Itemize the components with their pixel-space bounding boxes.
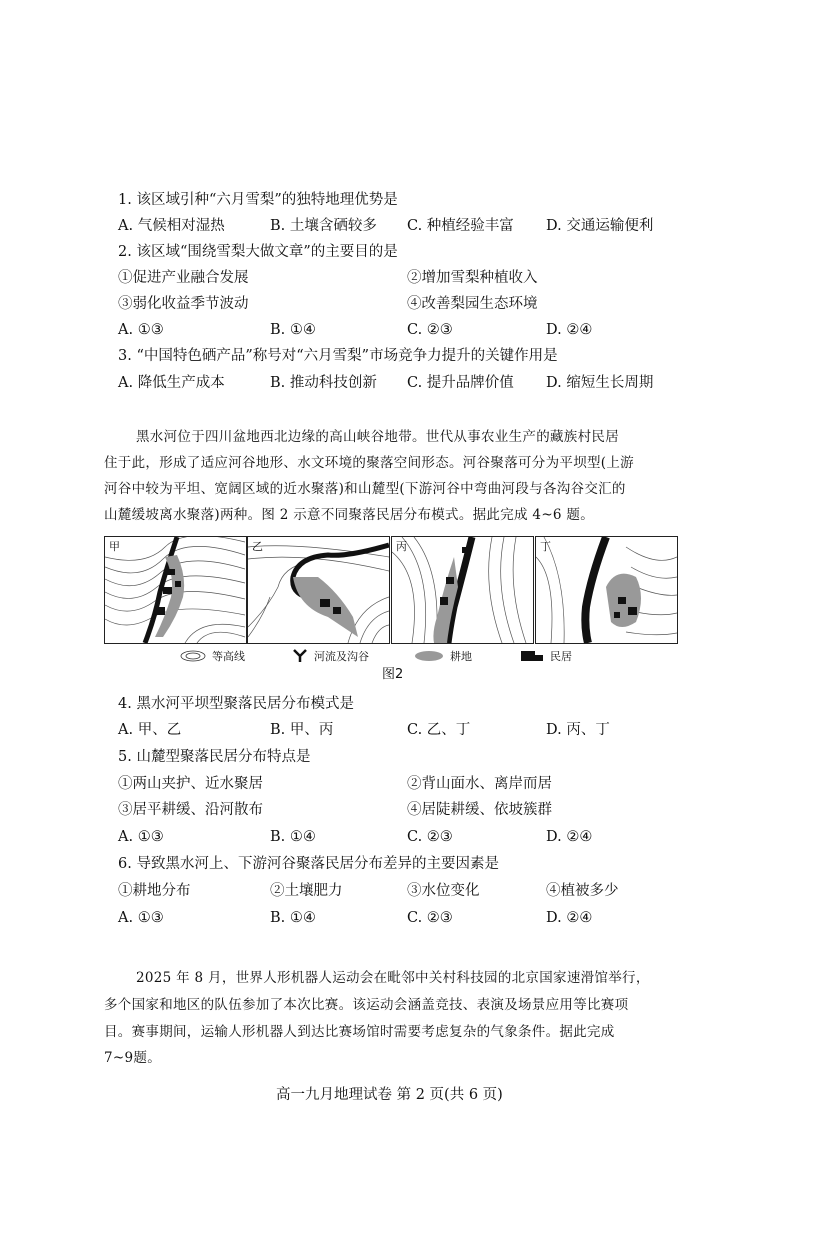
legend-farmland	[414, 648, 472, 664]
q5-stem: 5. 山麓型聚落民居分布特点是	[118, 749, 311, 765]
q1-stem: 1. 该区域引种“六月雪梨”的独特地理优势是	[118, 192, 398, 208]
q3-option-a: A. 降低生产成本	[118, 375, 225, 391]
panel-label-yi: 乙	[252, 540, 263, 553]
legend-contour	[180, 648, 245, 664]
panel-ding	[535, 536, 678, 644]
panel-jia	[104, 536, 247, 644]
figure-caption: 图2	[382, 667, 404, 682]
q5-item-1: ①两山夹护、近水聚居	[118, 776, 263, 792]
q4-option-d: D. 丙、丁	[546, 722, 610, 738]
q3-stem: 3. “中国特色硒产品”称号对“六月雪梨”市场竞争力提升的关键作用是	[118, 348, 558, 364]
q2-option-a: A. ①③	[118, 322, 164, 338]
river-icon	[292, 649, 308, 663]
q6-option-d: D. ②④	[546, 910, 593, 926]
q5-item-4: ④居陡耕缓、依坡簇群	[407, 802, 552, 818]
q5-option-a: A. ①③	[118, 829, 164, 845]
q1-option-a: A. 气候相对湿热	[118, 218, 225, 234]
q1-option-b: B. 土壤含硒较多	[270, 218, 377, 234]
q2-stem: 2. 该区域“围绕雪梨大做文章”的主要目的是	[118, 244, 398, 260]
q5-option-d: D. ②④	[546, 829, 593, 845]
page-footer: 高一九月地理试卷 第 2 页(共 6 页)	[276, 1087, 503, 1103]
panel-label-jia: 甲	[109, 540, 120, 553]
panel-bing	[391, 536, 534, 644]
passage2-line-3: 目。赛事期间，运输人形机器人到达比赛场馆时需要考虑复杂的气象条件。据此完成	[104, 1024, 615, 1040]
farmland-icon	[414, 650, 444, 662]
contour-icon	[180, 650, 206, 662]
figure-2	[104, 536, 676, 644]
q5-item-2: ②背山面水、离岸而居	[407, 776, 552, 792]
legend-river	[292, 648, 369, 664]
legend-contour-label: 等高线	[212, 650, 245, 663]
passage1-line-4: 山麓缓坡离水聚落)两种。图 2 示意不同聚落民居分布模式。据此完成 4~6 题。	[104, 507, 595, 523]
q4-option-a: A. 甲、乙	[118, 722, 182, 738]
passage1-line-2: 住于此，形成了适应河谷地形、水文环境的聚落空间形态。河谷聚落可分为平坝型(上游	[104, 455, 634, 471]
q6-item-4: ④植被多少	[546, 883, 619, 899]
passage2-line-2: 多个国家和地区的队伍参加了本次比赛。该运动会涵盖竞技、表演及场景应用等比赛项	[104, 997, 629, 1013]
dwelling-icon	[520, 650, 544, 662]
q2-item-3: ③弱化收益季节波动	[118, 296, 249, 312]
passage1-line-1: 黑水河位于四川盆地西北边缘的高山峡谷地带。世代从事农业生产的藏族村民居	[136, 429, 619, 445]
q3-option-b: B. 推动科技创新	[270, 375, 377, 391]
passage1-line-3: 河谷中较为平坦、宽阔区域的近水聚落)和山麓型(下游河谷中弯曲河段与各沟谷交汇的	[104, 481, 626, 497]
q2-item-1: ①促进产业融合发展	[118, 270, 249, 286]
q6-option-a: A. ①③	[118, 910, 164, 926]
panel-ding-map	[536, 537, 677, 643]
q6-option-c: C. ②③	[407, 910, 453, 926]
panel-bing-map	[392, 537, 533, 643]
q3-option-c: C. 提升品牌价值	[407, 375, 514, 391]
panel-label-ding: 丁	[540, 540, 551, 553]
q6-item-3: ③水位变化	[407, 883, 480, 899]
q5-item-3: ③居平耕缓、沿河散布	[118, 802, 263, 818]
panel-jia-map	[105, 537, 246, 643]
q2-item-2: ②增加雪梨种植收入	[407, 270, 538, 286]
q4-option-c: C. 乙、丁	[407, 722, 471, 738]
q2-option-c: C. ②③	[407, 322, 453, 338]
figure-legend	[180, 646, 650, 668]
q6-option-b: B. ①④	[270, 910, 316, 926]
panel-yi-map	[248, 537, 389, 643]
q6-stem: 6. 导致黑水河上、下游河谷聚落民居分布差异的主要因素是	[118, 856, 499, 872]
q6-item-2: ②土壤肥力	[270, 883, 343, 899]
q5-option-b: B. ①④	[270, 829, 316, 845]
q2-option-b: B. ①④	[270, 322, 316, 338]
legend-dwelling-label: 民居	[550, 650, 572, 663]
panel-label-bing: 丙	[396, 540, 407, 553]
q1-option-c: C. 种植经验丰富	[407, 218, 514, 234]
passage2-line-1: 2025 年 8 月，世界人形机器人运动会在毗邻中关村科技园的北京国家速滑馆举行，	[136, 970, 650, 986]
panel-yi	[247, 536, 390, 644]
q4-option-b: B. 甲、丙	[270, 722, 334, 738]
q2-item-4: ④改善梨园生态环境	[407, 296, 538, 312]
q2-option-d: D. ②④	[546, 322, 593, 338]
legend-farmland-label: 耕地	[450, 650, 472, 663]
q6-item-1: ①耕地分布	[118, 883, 191, 899]
legend-dwelling	[520, 648, 572, 664]
q3-option-d: D. 缩短生长周期	[546, 375, 654, 391]
q4-stem: 4. 黑水河平坝型聚落民居分布模式是	[118, 696, 354, 712]
passage2-line-4: 7~9题。	[104, 1050, 161, 1066]
q1-option-d: D. 交通运输便利	[546, 218, 654, 234]
q5-option-c: C. ②③	[407, 829, 453, 845]
legend-river-label: 河流及沟谷	[314, 650, 369, 663]
